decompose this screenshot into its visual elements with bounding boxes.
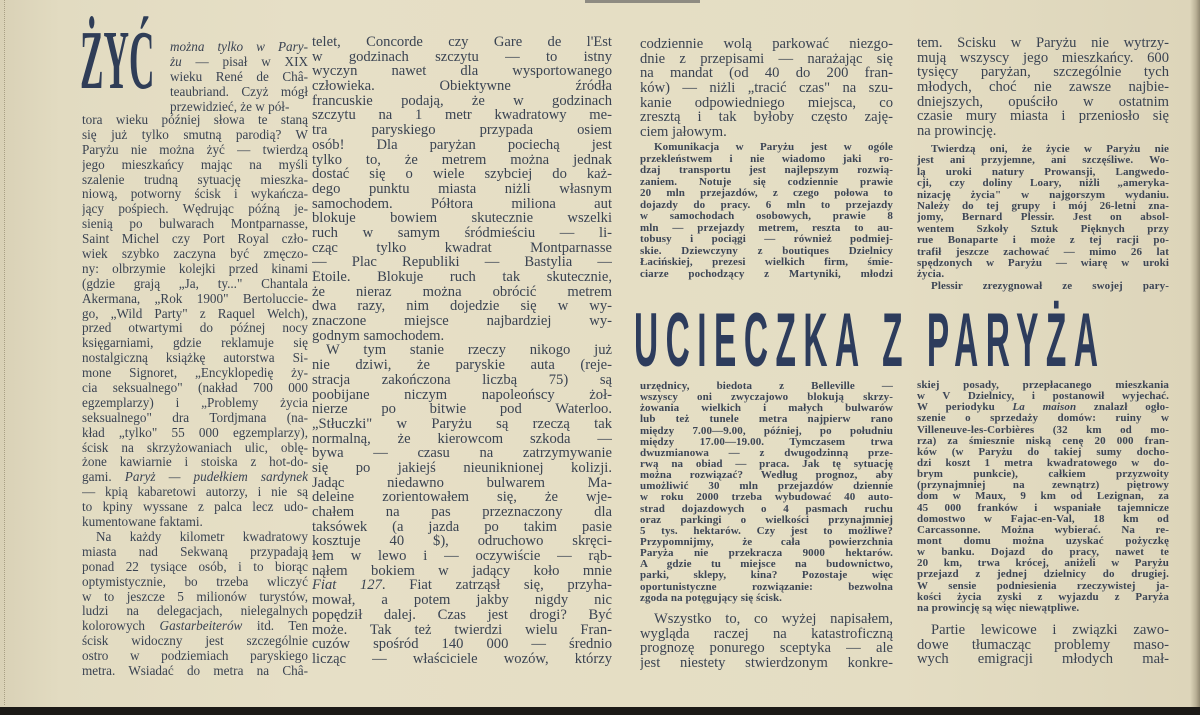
- text-line: [170, 40, 308, 55]
- text-line: może. Tak też twierdzi wielu Fran-: [312, 622, 612, 638]
- column-3-lower-small-text: [640, 381, 893, 604]
- text-line: człowieka. Obiektywne źródła: [312, 79, 612, 94]
- text-line: oportunistyczne rozwiązanie: bezwolna: [640, 581, 893, 593]
- text-span: — pisał w XIX: [181, 54, 308, 69]
- text-line: lub też tunele metra najpierw rano: [640, 414, 893, 426]
- text-line: 45 000 franków i wspaniałe tajemnicze: [917, 502, 1169, 514]
- text-line: codziennie wolą parkować niezgo-: [640, 37, 893, 52]
- italic-text: La maison: [1012, 402, 1077, 414]
- text-line: telet, Concorde czy Gare de l'Est: [312, 35, 612, 50]
- text-line: normalną, że kierowcom szkoda —: [312, 431, 612, 447]
- text-line: francuskie podają, że w godzinach: [312, 93, 612, 109]
- text-line: bywa — czasu na zatrzymywanie: [312, 446, 612, 461]
- text-line: Carcassonne. Można wybierać. Na re-: [917, 524, 1169, 536]
- text-line: popędził dalej. Czas jest drogi? Być: [312, 607, 612, 623]
- text-line: zaniem. Notuje się codziennie prawie: [640, 176, 893, 188]
- text-line: (przynajmniej na zewnątrz) piętrowy: [917, 480, 1169, 492]
- text-line: czasie mury miasta i przeniosło się: [917, 109, 1169, 125]
- text-line: dwa razy, nim dojedzie się w wy-: [312, 299, 612, 315]
- text-line: wieku René de Châ-: [170, 69, 308, 84]
- article-headline: UCIECZKA Z PARYŻA: [634, 298, 1106, 383]
- text-line: jomy, Bernard Plessir. Jest on absol-: [917, 212, 1169, 224]
- text-line: — kpią kabaretowi autorzy, i nie są: [82, 485, 308, 500]
- text-line: Jadąc niedawno bulwarem Ma-: [312, 475, 612, 491]
- text-line: ponad 22 tysiące osób, i to biorąc: [82, 559, 308, 574]
- text-line: samochodem. Półtora miliona aut: [312, 196, 612, 212]
- text-line: Plessir zrezygnował ze swojej pary-: [931, 280, 1169, 292]
- text-line: to kpiny wyssane z palca lecz udo-: [82, 500, 308, 515]
- text-line: w banku. Dojazd do pracy, nawet te: [917, 547, 1169, 559]
- text-line: przekleństwem i nie wiadomo jaki ro-: [640, 153, 893, 165]
- text-line: [82, 470, 308, 485]
- text-line: tysięcy paryżan, szczególnie tych: [917, 65, 1169, 81]
- text-line: umożliwić 30 mln przejazdów dziennie: [640, 481, 893, 493]
- column-4-lower-small-text: [917, 380, 1169, 614]
- text-line: nizację życia" w najgorszym wydaniu.: [917, 189, 1169, 201]
- text-line: ścisk na skrzyżowaniach ulic, oblę-: [82, 440, 308, 455]
- scan-bottom-edge: [0, 707, 1200, 715]
- text-line: ostro w podziemiach paryskiego: [82, 649, 308, 664]
- text-line: tem. Ścisku w Paryżu nie wytrzy-: [917, 36, 1169, 51]
- italic-text: żu: [170, 54, 182, 69]
- column-2-text: [312, 35, 612, 667]
- text-line: na prowincję.: [917, 124, 997, 139]
- text-line: wszyscy oni zwyczajowo blokują skrzy-: [640, 392, 893, 404]
- text-line: licząc — właściciele wozów, którzy: [312, 651, 612, 667]
- text-line: Wszystko to, co wyżej napisałem,: [654, 612, 893, 627]
- text-line: Saint Michel czy Port Royal czło-: [82, 232, 308, 247]
- text-span: W periodyku: [917, 402, 1013, 414]
- text-line: optymistycznie, bo trzeba wliczyć: [82, 574, 308, 589]
- text-line: między 7.00—9.00, później, po południu: [640, 425, 893, 437]
- text-span: gami.: [82, 470, 125, 485]
- text-line: — Plac Republiki — Bastylia —: [312, 255, 612, 270]
- column-4-sidebar-text: [917, 144, 1169, 292]
- text-line: dnie z przepisami — narażając się: [640, 51, 893, 67]
- text-line: jest niestety stwierdzonym konkre-: [640, 656, 893, 671]
- text-line: mont domu można uzyskać pożyczkę: [917, 535, 1169, 547]
- text-line: wych emigracji młodych mał-: [917, 652, 1169, 668]
- text-line: ruch w samym śródmieściu — li-: [312, 225, 612, 241]
- text-line: na prowincję są więc niewątpliwe.: [917, 602, 1080, 614]
- text-line: trafił jeszcze zachować — mimo 26 lat: [917, 246, 1169, 258]
- text-line: stracja zakończona liczbą 75) są: [312, 372, 612, 388]
- text-line: ny: olbrzymie kolejki przed kinami: [82, 261, 308, 276]
- text-line: na mandat (od 40 do 200 fran-: [640, 66, 893, 82]
- text-line: Partie lewicowe i związki zawo-: [931, 623, 1169, 638]
- text-line: przejazd z jednej dzielnicy do drugiej.: [917, 569, 1169, 581]
- drop-cap: ŻYĆ: [80, 14, 155, 107]
- text-line: mln — przejazdy metrem, reszta to au-: [640, 222, 893, 234]
- text-line: (gdzie grają „Ja, ty..." Chantala: [82, 276, 308, 291]
- text-line: egzemplarzy) i „Problemy życia: [82, 395, 308, 410]
- italic-text: Fiat 127: [312, 578, 382, 594]
- italic-text: Gastarbeiterów: [159, 619, 243, 634]
- text-line: ścisk widoczny jest szczególnie: [82, 634, 308, 649]
- text-line: Paryża nie przekracza 9000 hektarów.: [640, 548, 893, 560]
- text-line: go, „Wild Party" z Raquel Welch),: [82, 306, 308, 321]
- text-line: sienią po bulwarach Montparnasse,: [82, 217, 308, 232]
- text-line: żowania wielkich i małych bulwarów: [640, 403, 893, 415]
- text-span: itd. Ten: [242, 619, 308, 634]
- text-line: Należy do tej grupy i mój 26-letni zna-: [917, 200, 1169, 212]
- text-line: dniejszych, opuściło w ostatnim: [917, 94, 1169, 110]
- text-line: dzi koszt 1 metra kwadratowego w do-: [917, 457, 1169, 469]
- text-line: znaczone miejsce najbardziej wy-: [312, 314, 612, 329]
- text-line: osób! Dla paryżan pociechą jest: [312, 137, 612, 153]
- text-line: dojazdy do pracy. 6 mln to przejazdy: [640, 199, 893, 211]
- text-line: przed otwartymi do późnej nocy: [82, 321, 308, 336]
- text-line: szczytu na 1 metr kwadratowy me-: [312, 108, 612, 124]
- column-1-dropcap-text: [170, 40, 308, 114]
- page-gutter-line: [4, 0, 5, 705]
- text-line: ków) — niżli „tracić czas" na szu-: [640, 81, 893, 96]
- text-line: ciarze pochodzący z Martyniki, młodzi: [640, 268, 893, 280]
- text-line: rza) za śmiesznie niską cenę 20 000 fran-: [917, 435, 1169, 447]
- text-line: przewidzieć, że w pół-: [170, 99, 290, 114]
- text-line: domostwo w Fajac-en-Val, 18 km od: [917, 513, 1169, 525]
- text-line: dego punktu miasta niżli własnym: [312, 181, 612, 197]
- text-line: W tym stanie rzeczy nikogo już: [326, 343, 612, 359]
- text-line: Łacińskiej, prezesi wielkich firm, śmie-: [640, 257, 893, 268]
- column-3-sidebar-text: [640, 142, 893, 280]
- text-line: mował, a potem jakby nigdy nic: [312, 593, 612, 608]
- text-line: w V Dzielnicy, i postanowił wyjechać.: [917, 391, 1169, 403]
- text-line: miasta nad Sekwaną przypadają: [82, 544, 308, 559]
- text-line: dostać się o wiele szybciej do każ-: [312, 167, 612, 182]
- text-line: kości życia zyski z wyjazdu z Paryża: [917, 591, 1169, 603]
- text-line: kanie odpowiedniego miejsca, co: [640, 95, 893, 111]
- text-line: Na każdy kilometr kwadratowy: [96, 529, 308, 544]
- text-line: mują wszyscy jego mieszkańcy. 600: [917, 50, 1169, 66]
- column-3-top-text: [640, 37, 893, 140]
- text-line: blokuje bowiem skutecznie wszelki: [312, 211, 612, 226]
- text-line: życia.: [917, 269, 945, 281]
- text-line: w godzinach szczytu — to istny: [312, 49, 612, 65]
- italic-text: Paryż — pudełkiem sardynek: [124, 470, 308, 485]
- text-line: [82, 619, 308, 634]
- text-line: 20 mln przejazdów, z czego połowa to: [640, 188, 893, 199]
- text-line: taksówek (a jazda po takim pasie: [312, 519, 612, 535]
- text-line: że nieraz można obrócić metrem: [312, 284, 612, 300]
- text-line: urzędnicy, biedota z Belleville —: [640, 381, 893, 392]
- text-line: w roku 2000 trzeba wybudować 40 auto-: [640, 492, 893, 504]
- text-line: Villeneuve-les-Corbières (32 km od mo-: [917, 424, 1169, 436]
- text-line: parki, sklepy, kina? Pozostaje więc: [640, 570, 893, 582]
- text-line: między 17.00—19.00. Tymczasem trwa: [640, 436, 893, 448]
- text-line: nostalgiczną książkę autorstwa Si-: [82, 351, 308, 366]
- text-line: Przypomnijmy, że cała powierzchnia: [640, 536, 893, 548]
- text-line: A gdzie tu miejsce na budownictwo,: [640, 559, 893, 571]
- text-line: metra. Wsiadać do metra na Châ-: [82, 663, 308, 678]
- text-line: kumentowane faktami.: [82, 515, 203, 530]
- text-line: szalenie trudną sytuację mieszka-: [82, 172, 308, 187]
- text-line: ków (w Paryżu do takiej sumy docho-: [917, 446, 1169, 458]
- text-line: teaubriand. Czyż mógł: [170, 84, 308, 99]
- text-line: oraz parkingi o wielkości przynajmniej: [640, 514, 893, 526]
- text-line: w to jeszcze 5 milionów turystów,: [82, 589, 308, 604]
- text-line: wyczyn nawet dla wysportowanego: [312, 64, 612, 80]
- text-line: nie dziwi, że paryskie auta (reje-: [312, 358, 612, 373]
- text-line: Paryżu nie można żyć — twierdzą: [82, 142, 308, 157]
- text-line: zresztą i tak byłoby często zaję-: [640, 110, 893, 126]
- text-line: szenie o sprzedaży domów: ruiny w: [917, 413, 1169, 425]
- text-line: księgarniami, gdzie reklamuje się: [82, 336, 308, 351]
- text-line: wygląda raczej na katastroficzną: [640, 626, 893, 642]
- text-line: 20 km, trwa krócej, aniżeli w Paryżu: [917, 558, 1169, 570]
- text-line: mone Signoret, „Encyklopedię ży-: [82, 366, 308, 381]
- text-span: znalazł ogło-: [1076, 402, 1169, 414]
- text-line: skie. Dziewczyny z boutiques Dzielnicy: [640, 245, 893, 257]
- text-span: . Fiat zatrząsł się, przyha-: [381, 578, 612, 594]
- text-line: 5 tys. hektarów. Czy jest to możliwe?: [640, 525, 893, 537]
- text-line: ciem jałowym.: [640, 125, 727, 140]
- text-line: spędzonych w Paryżu — wiarę w uroki: [917, 257, 1169, 269]
- text-line: można rozwiązać? Według prognoz, aby: [640, 470, 893, 482]
- column-3-bottom-text: [640, 612, 893, 671]
- text-line: [917, 402, 1169, 413]
- text-line: w samochodach osobowych, prawie 8: [640, 211, 893, 222]
- text-line: W sensie podniesienia rzeczywistej ja-: [917, 580, 1169, 592]
- text-line: kosztuje 40 $), odruchowo skręci-: [312, 534, 612, 550]
- text-line: rue Bonaparte i może z tej racji po-: [917, 235, 1169, 247]
- text-line: tora wieku później słowa te staną: [82, 113, 308, 127]
- text-line: młodych, choć nie zawsze najbie-: [917, 80, 1169, 95]
- text-line: strad dojazdowych o 4 pasmach ruchu: [640, 503, 893, 515]
- italic-text: można tylko w Pary-: [170, 40, 308, 54]
- text-line: dom w Maux, 9 km od Lezignan, za: [917, 491, 1169, 503]
- text-line: nierze po bitwie pod Waterloo.: [312, 402, 612, 417]
- text-line: Akermana, „Rok 1900" Bertoluccie-: [82, 291, 308, 306]
- text-line: tylko to, że metrem można jednak: [312, 152, 612, 168]
- text-line: cia seksualnego" (nakład 700 000: [82, 381, 308, 396]
- text-line: deleine zorientowałem się, że wje-: [312, 490, 612, 505]
- text-line: Étoile. Blokuje ruch tak skutecznie,: [312, 270, 612, 285]
- text-line: Komunikacja w Paryżu jest w ogóle: [654, 142, 893, 153]
- text-line: cząc tylko kwadrat Montparnasse: [312, 240, 612, 256]
- text-line: ludzi na delegacjach, nielegalnych: [82, 604, 308, 619]
- text-line: skiej posady, przepłacanego mieszkania: [917, 380, 1169, 391]
- text-line: jest ani przyjemne, ani szczęśliwe. Wo-: [917, 155, 1169, 167]
- text-line: jego mieszkańcy mając na myśli: [82, 157, 308, 172]
- text-line: dowe tłumacząc problemy maso-: [917, 637, 1169, 653]
- text-line: cji, czy doliny Loary, niżli „ameryka-: [917, 178, 1169, 190]
- text-line: [312, 578, 612, 593]
- top-edge-strip: [585, 0, 700, 3]
- text-line: prognozę ponurego sceptyka — ale: [640, 641, 893, 657]
- text-line: lą uroki natury Prowansji, Langwedo-: [917, 166, 1169, 178]
- text-line: cuzów spośród 140 000 — średnio: [312, 637, 612, 652]
- text-line: kład „tylko" 55 000 egzemplarzy),: [82, 425, 308, 440]
- text-line: łem w lewo i — oczywiście — rąb-: [312, 549, 612, 564]
- text-line: seksualnego" dra Tordjmana (na-: [82, 410, 308, 425]
- text-line: dwuzmianowa — z dwugodzinną prze-: [640, 447, 893, 459]
- column-1-text: [82, 113, 308, 679]
- text-line: godnym samochodem.: [312, 328, 445, 344]
- text-line: niową, potworny ścisk i wykańcza-: [82, 187, 308, 202]
- text-span: kolorowych: [82, 619, 160, 634]
- column-4-top-text: [917, 36, 1169, 139]
- text-line: tobusy i pociągi — również podmiej-: [640, 234, 893, 245]
- text-line: żone kawiarnie i stoiska z hot-do-: [82, 455, 308, 470]
- text-line: rwą na obiad — praca. Jak tę sytuację: [640, 458, 893, 470]
- text-line: nąłem bokiem w jadący koło mnie: [312, 563, 612, 579]
- column-4-bottom-text: [917, 623, 1169, 667]
- text-line: dzaj transportu jest najlepszym rozwią-: [640, 165, 893, 176]
- text-line: wentem Szkoły Sztuk Pięknych przy: [917, 223, 1169, 235]
- text-line: poobijane niczym napoleońscy żoł-: [312, 387, 612, 403]
- text-line: „Stłuczki" w Paryżu są rzeczą tak: [312, 416, 612, 432]
- text-line: [170, 55, 308, 70]
- text-line: wiek szybko zaczyna być zmęczo-: [82, 247, 308, 262]
- text-line: Twierdzą oni, że życie w Paryżu nie: [931, 144, 1169, 155]
- text-line: jący pośpiech. Wędrując późną je-: [82, 202, 308, 217]
- text-line: się już tylko smutną parodią? W: [82, 127, 308, 142]
- text-line: chałem na pas przeznaczony dla: [312, 505, 612, 520]
- text-line: brym punkcie), całkiem przyzwoity: [917, 469, 1169, 481]
- text-line: się po jakiejś nieuniknionej kolizji.: [312, 460, 612, 476]
- text-line: zgoda na potęgujący się ścisk.: [640, 592, 783, 604]
- text-line: tra paryskiego przypada osiem: [312, 123, 612, 138]
